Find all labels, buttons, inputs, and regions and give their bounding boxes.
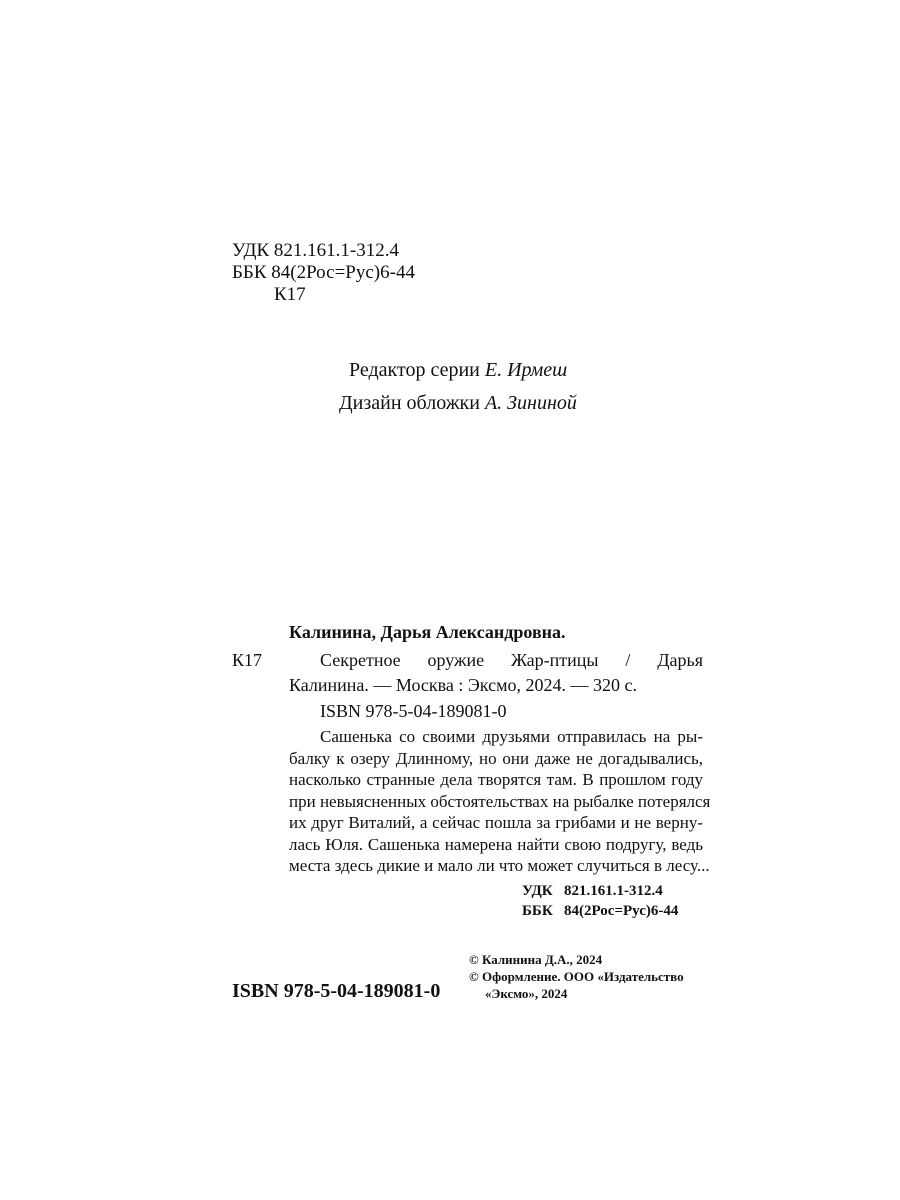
annotation-line: лась Юля. Сашенька намерена найти свою подругу, ведь bbox=[289, 834, 703, 854]
author-mark-top: К17 bbox=[274, 284, 306, 305]
catalog-title-line1: Секретное оружие Жар-птицы / Дарья bbox=[320, 650, 703, 670]
bbk-code-top: ББК 84(2Рос=Рус)6-44 bbox=[232, 262, 415, 283]
catalog-author-heading: Калинина, Дарья Александровна. bbox=[289, 622, 566, 642]
isbn-large: ISBN 978-5-04-189081-0 bbox=[232, 980, 441, 1002]
bbk-value: 84(2Рос=Рус)6-44 bbox=[564, 903, 679, 919]
copyright-line1: © Калинина Д.А., 2024 bbox=[469, 952, 603, 967]
series-editor-name: Е. Ирмеш bbox=[484, 359, 568, 381]
annotation-line: балку к озеру Длинному, но они даже не догадывались, bbox=[289, 748, 703, 768]
bbk-label: ББК bbox=[522, 903, 553, 919]
bbk-code-bottom bbox=[522, 901, 678, 921]
catalog-author-mark: К17 bbox=[232, 650, 263, 670]
udk-code-top: УДК 821.161.1-312.4 bbox=[232, 240, 399, 261]
annotation-line: их друг Виталий, а сейчас пошла за грибами и не верну- bbox=[289, 813, 703, 832]
udk-value: 821.161.1-312.4 bbox=[564, 883, 663, 899]
annotation-line: места здесь дикие и мало ли что может случиться в лесу... bbox=[289, 856, 710, 875]
udk-label: УДК bbox=[522, 883, 553, 899]
catalog-title-line2: Калинина. — Москва : Эксмо, 2024. — 320 с. bbox=[289, 675, 637, 695]
copyright-line2: © Оформление. ООО «Издательство bbox=[469, 969, 684, 984]
annotation-line: при невыясненных обстоятельствах на рыбалке потерялся bbox=[289, 791, 711, 811]
series-editor-line bbox=[349, 356, 567, 384]
annotation bbox=[289, 726, 711, 877]
cover-design-name: А. Зининой bbox=[484, 392, 577, 414]
cover-design-label: Дизайн обложки bbox=[339, 392, 480, 414]
catalog-isbn: ISBN 978-5-04-189081-0 bbox=[320, 701, 507, 721]
annotation-line: Сашенька со своими друзьями отправилась на ры- bbox=[320, 727, 703, 746]
annotation-line: насколько странные дела творятся там. В прошлом году bbox=[289, 770, 703, 789]
copyright-line3: «Эксмо», 2024 bbox=[485, 986, 568, 1001]
udk-code-bottom bbox=[522, 881, 678, 901]
cover-design-line bbox=[339, 389, 577, 417]
classification-block bbox=[522, 881, 678, 921]
series-editor-label: Редактор серии bbox=[349, 359, 480, 381]
